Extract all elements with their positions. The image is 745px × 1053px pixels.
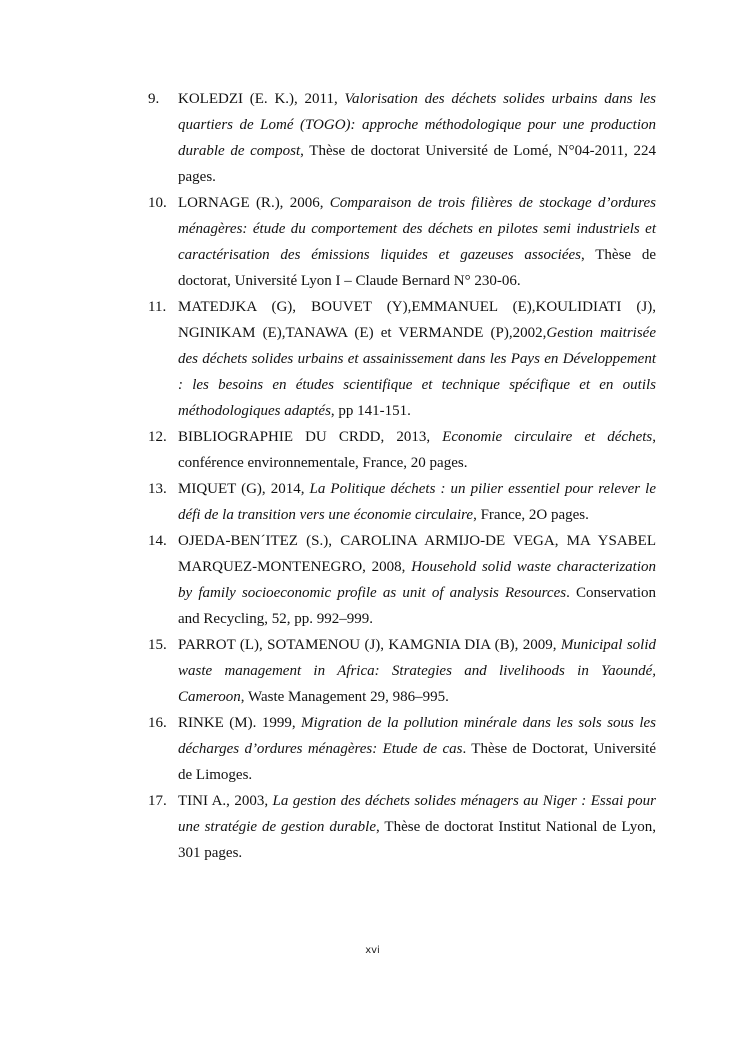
entry-details: , conférence environnementale, France, 20 pages. <box>178 429 656 471</box>
entry-number: 15. <box>148 637 167 653</box>
bibliography-entry <box>148 190 656 294</box>
entry-title: Migration de la pollution minérale dans les sols sous les décharges d’ordures ménagères: Etude de cas <box>178 715 656 757</box>
entry-title: La gestion des déchets solides ménagers au Niger : Essai pour une stratégie de gestion durable <box>178 793 657 835</box>
entry-number: 13. <box>148 481 167 497</box>
entry-authors: OJEDA-BEN´ITEZ (S.), CAROLINA ARMIJO-DE VEGA, MA YSABEL MARQUEZ-MONTENEGRO, 2008, <box>178 533 656 575</box>
entry-details: , Thèse de doctorat Institut National de Lyon, 301 pages. <box>178 819 656 861</box>
entry-title: Valorisation des déchets solides urbains dans les quartiers de Lomé (TOGO): approche méthodologique pour une production durable de compost <box>178 91 656 159</box>
entry-number: 10. <box>148 195 167 211</box>
entry-authors: LORNAGE (R.), 2006, <box>178 195 330 211</box>
entry-number: 14. <box>148 533 167 549</box>
entry-details: . Conservation and Recycling, 52, pp. 992–999. <box>178 585 656 627</box>
bibliography-entry <box>148 528 656 632</box>
bibliography-entry <box>148 424 656 476</box>
entry-title: Gestion maitrisée des déchets solides urbains et assainissement dans les Pays en Développement : les besoins en études scientifique et technique spécifique et en outils méthodologiques adaptés <box>178 325 656 419</box>
entry-details: . Thèse de Doctorat, Université de Limoges. <box>178 741 657 783</box>
entry-details: , Waste Management 29, 986–995. <box>240 689 449 705</box>
bibliography-entry <box>148 294 656 424</box>
entry-number: 11. <box>148 299 167 315</box>
page-number: xvi <box>365 945 380 956</box>
entry-authors: BIBLIOGRAPHIE DU CRDD, 2013, <box>178 429 443 445</box>
bibliography-entry <box>148 632 656 710</box>
entry-details: , pp 141-151. <box>330 403 411 419</box>
entry-authors: PARROT (L), SOTAMENOU (J), KAMGNIA DIA (B), 2009, <box>178 637 561 653</box>
entry-authors: MIQUET (G), 2014 <box>178 481 301 497</box>
entry-details: , France, 2O pages. <box>473 507 589 523</box>
entry-number: 12. <box>148 429 167 445</box>
entry-number: 17. <box>148 793 167 809</box>
bibliography-list <box>148 86 656 866</box>
bibliography-entry <box>148 788 656 866</box>
entry-authors: MATEDJKA (G), BOUVET (Y),EMMANUEL (E),KOULIDIATI (J), NGINIKAM (E),TANAWA (E) et VERMANDE (P),2002, <box>178 299 656 341</box>
entry-details: , Thèse de doctorat Université de Lomé, N°04-2011, 224 pages. <box>178 143 656 185</box>
entry-number: 16. <box>148 715 167 731</box>
entry-authors: TINI A., 2003, <box>178 793 273 809</box>
bibliography-entry <box>148 476 656 528</box>
entry-authors: KOLEDZI (E. K.), 2011, <box>178 91 345 107</box>
entry-number: 9. <box>148 91 160 107</box>
bibliography-entry <box>148 710 656 788</box>
entry-title: Municipal solid waste management in Africa: Strategies and livelihoods in Yaoundé, Cameroon <box>178 637 656 705</box>
entry-title: Household solid waste characterization by family socioeconomic profile as unit of analysis Resources <box>178 559 656 601</box>
entry-title: , La Politique déchets : un pilier essentiel pour relever le défi de la transition vers une économie circulaire <box>178 481 656 523</box>
entry-title: Economie circulaire et déchets <box>442 429 653 445</box>
entry-title: Comparaison de trois filières de stockage d’ordures ménagères: étude du comportement des déchets en pilotes semi industriels et caractérisation des émissions liquides et gazeuses associées <box>178 195 656 263</box>
entry-authors: RINKE (M). 1999, <box>178 715 302 731</box>
bibliography-entry <box>148 86 656 190</box>
entry-details: , Thèse de doctorat, Université Lyon I – Claude Bernard N° 230-06. <box>178 247 656 289</box>
